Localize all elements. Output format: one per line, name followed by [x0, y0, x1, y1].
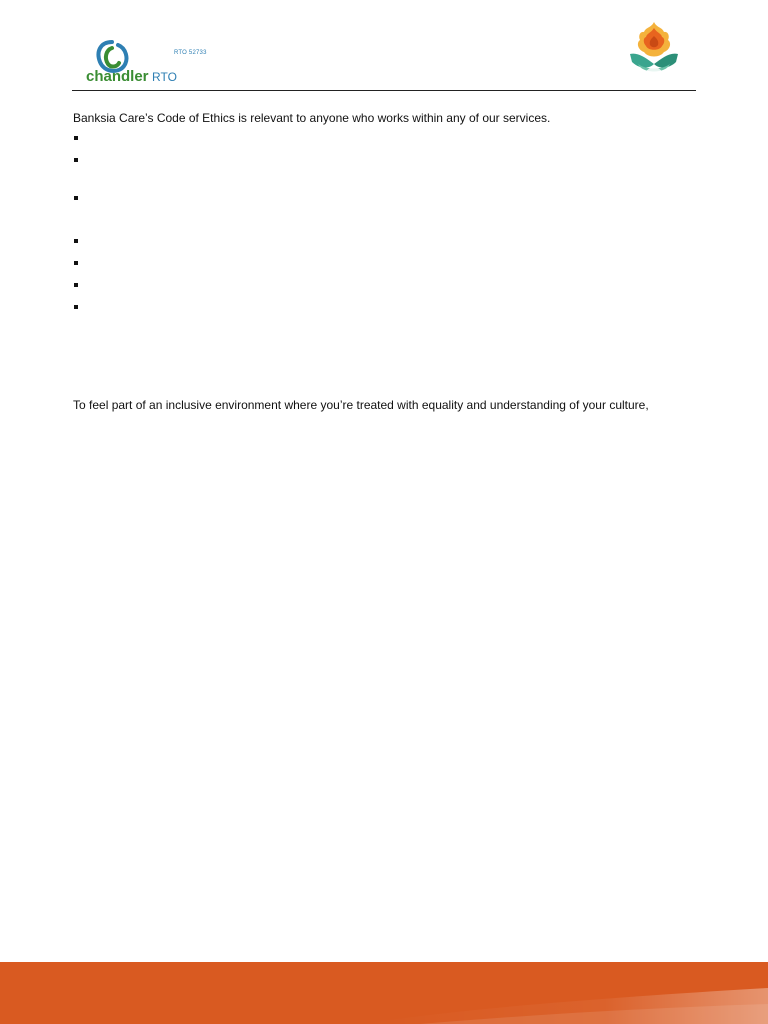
bullet-item-1	[74, 136, 78, 140]
bullet-item-2	[74, 158, 78, 162]
banksia-flower-icon	[624, 18, 684, 80]
footer-wave-decoration	[0, 962, 768, 1024]
bullet-item-5	[74, 261, 78, 265]
banksia-logo	[624, 18, 684, 80]
chandler-rto-logo	[84, 38, 207, 88]
intro-paragraph: Banksia Care’s Code of Ethics is relevant to anyone who works within any of our services.	[73, 111, 551, 125]
header-divider	[72, 90, 696, 91]
bullet-item-4	[74, 239, 78, 243]
brand-suffix: RTO	[152, 70, 177, 84]
brand-name: chandler	[86, 68, 149, 85]
inclusion-paragraph: To feel part of an inclusive environment where you’re treated with equality and understanding of your culture,	[73, 398, 649, 412]
bullet-item-6	[74, 283, 78, 287]
footer-band	[0, 962, 768, 1024]
rto-number: RTO 52733	[174, 50, 207, 56]
bullet-item-3	[74, 196, 78, 200]
bullet-item-7	[74, 305, 78, 309]
